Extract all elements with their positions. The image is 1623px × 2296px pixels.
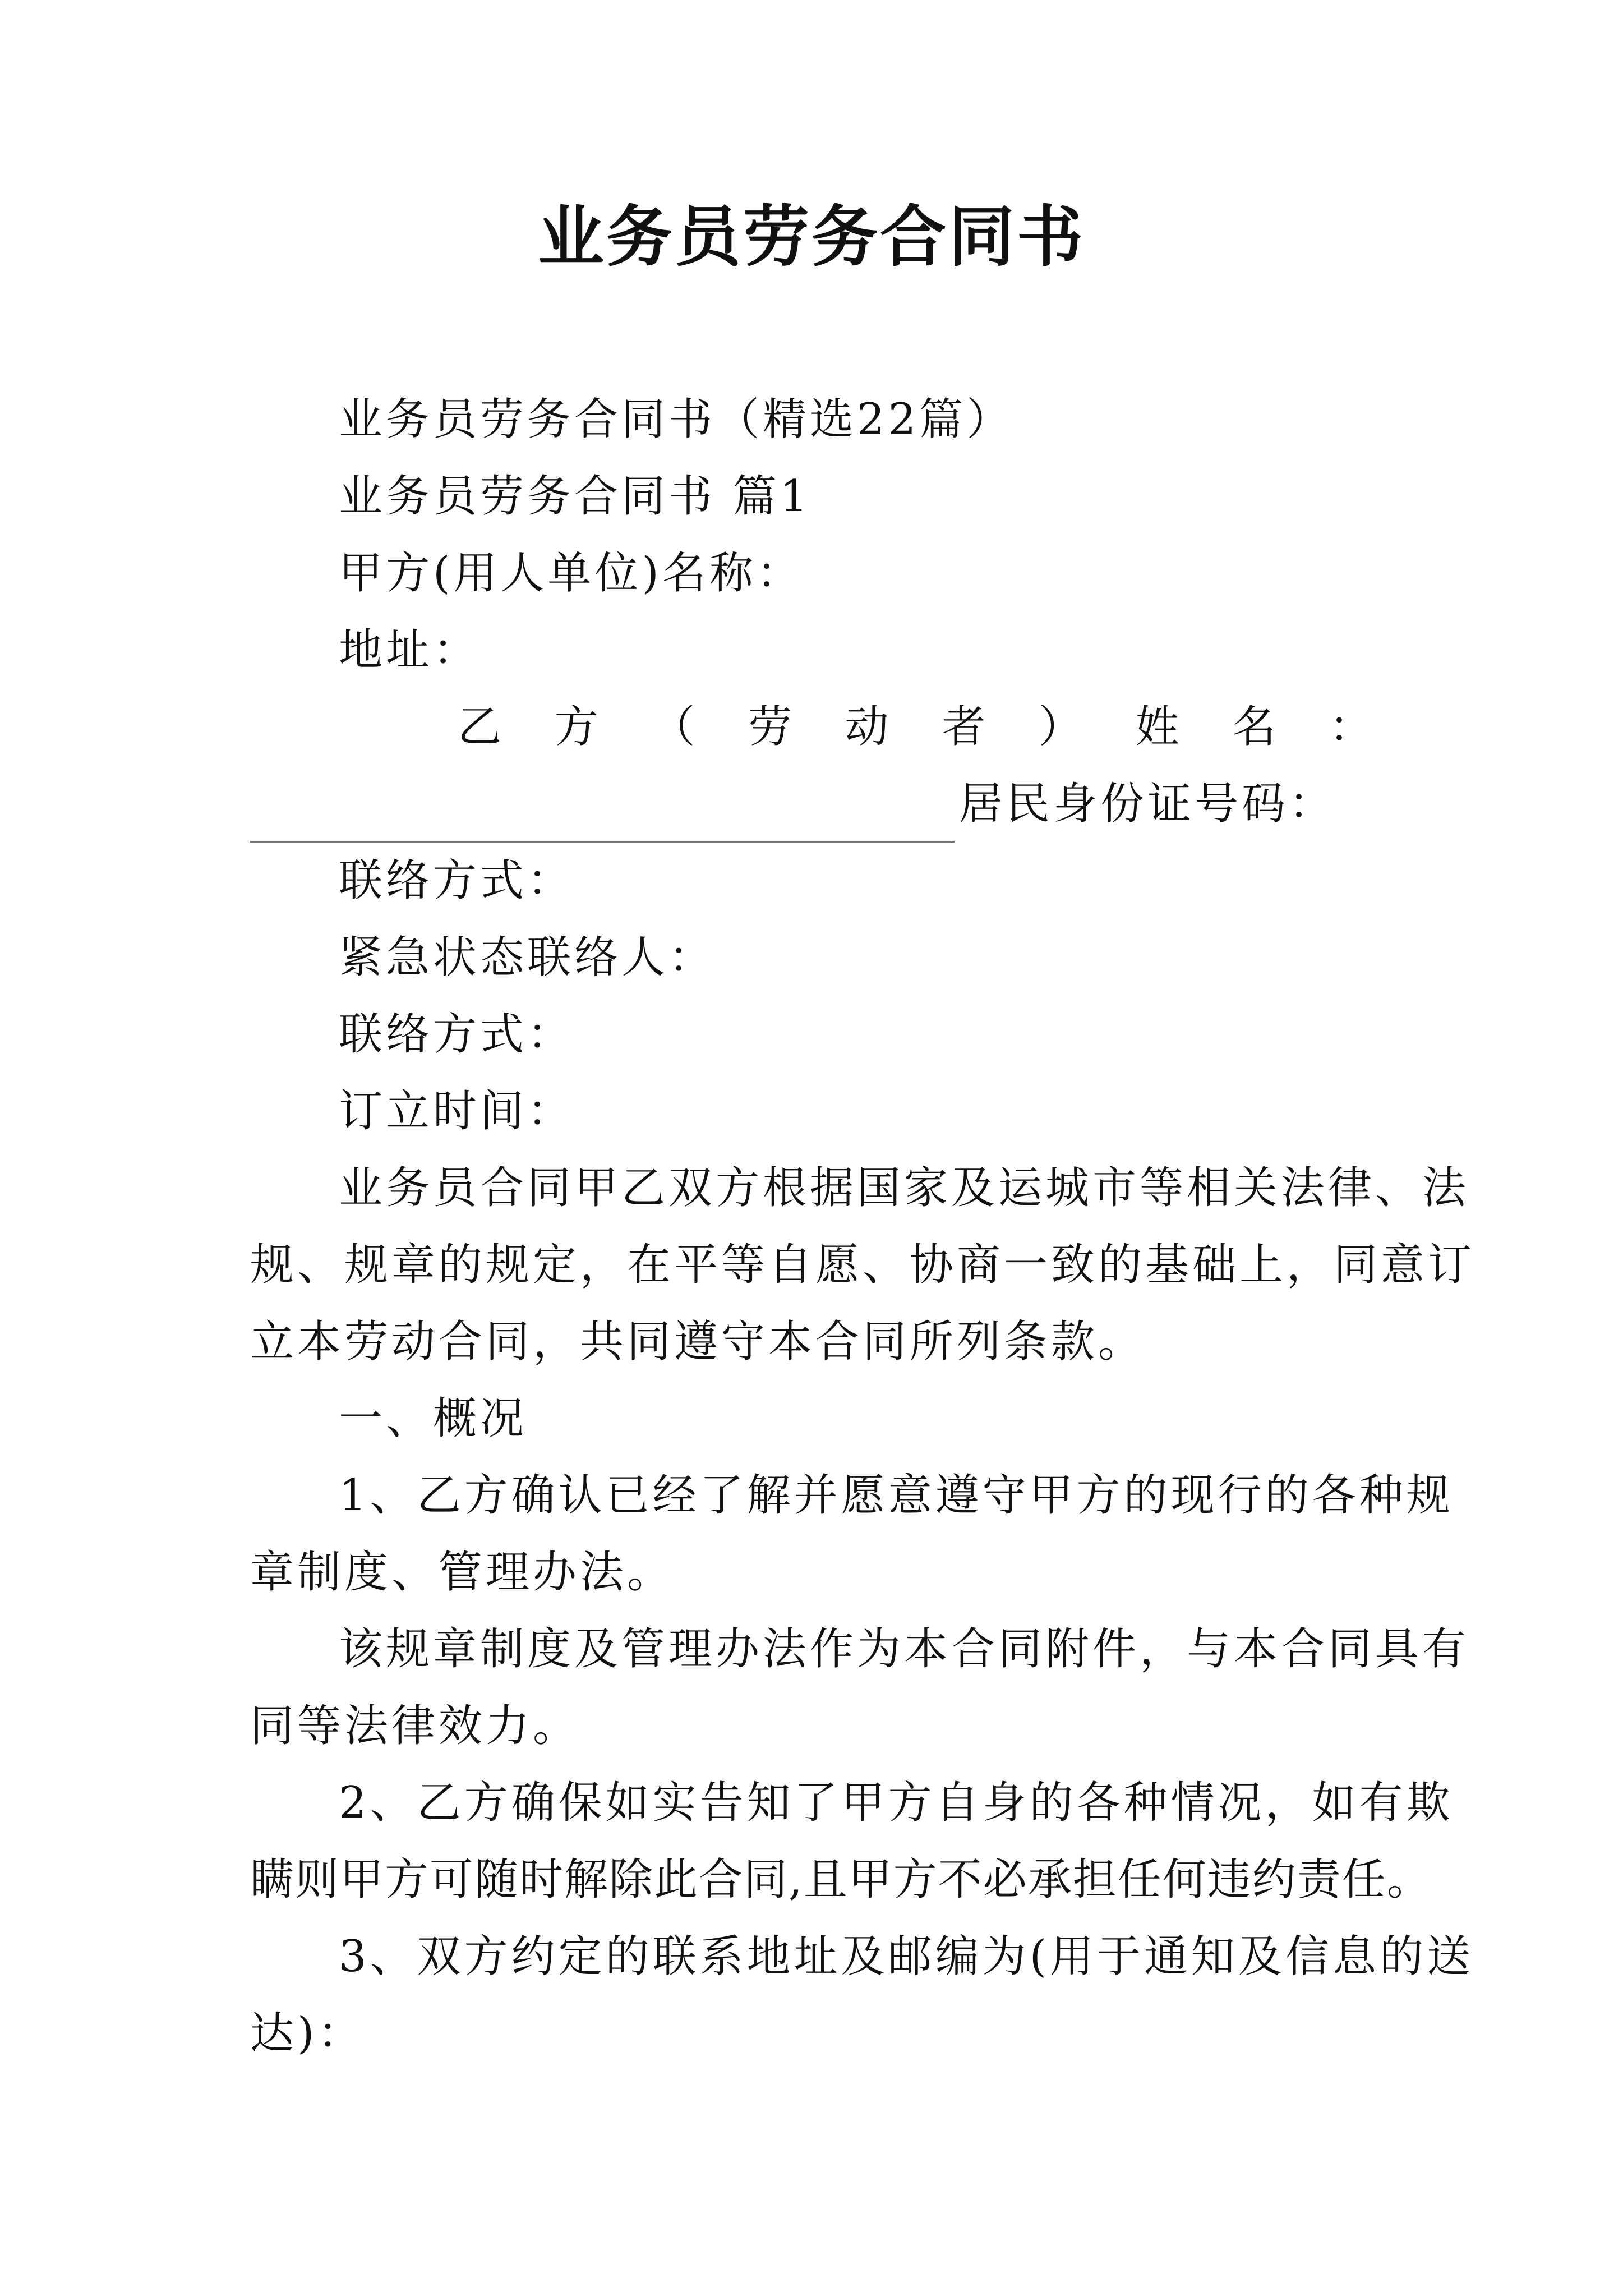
party-b-char: 劳: [748, 702, 792, 752]
id-number-line: [250, 766, 1380, 843]
paragraph-line: 1、乙方确认已经了解并愿意遵守甲方的现行的各种规: [339, 1470, 1454, 1521]
paragraph-line: 达)：: [250, 2008, 365, 2059]
id-number-label: 居民身份证号码：: [959, 779, 1336, 829]
party-b-char: 者: [942, 702, 986, 752]
paragraph-line: 章制度、管理办法。: [250, 1547, 675, 1598]
address-label: 地址：: [339, 625, 481, 675]
party-a-name-label: 甲方(用人单位)名称：: [339, 548, 804, 599]
document-title: 业务员劳务合同书: [537, 197, 1085, 275]
paragraph-line: 规、规章的规定，在平等自愿、协商一致的基础上，同意订: [250, 1240, 1476, 1290]
party-b-char: 乙: [458, 702, 502, 752]
name-blank-underline: [250, 785, 955, 843]
paragraph-line: 瞒则甲方可随时解除此合同,且甲方不必承担任何违约责任。: [250, 1855, 1432, 1905]
document-body: [250, 381, 1476, 2072]
subtitle-line: 业务员劳务合同书（精选22篇）: [339, 394, 1014, 445]
paragraph-line: 业务员合同甲乙双方根据国家及运城市等相关法律、法: [339, 1163, 1470, 1213]
party-b-char: 名: [1232, 702, 1276, 752]
contact-label: 联络方式：: [339, 855, 575, 906]
paragraph-line: 该规章制度及管理办法作为本合同附件，与本合同具有: [339, 1624, 1470, 1674]
party-b-char: ）: [1038, 702, 1082, 752]
section-heading: 业务员劳务合同书 篇1: [339, 471, 811, 522]
paragraph-line: 立本劳动合同，共同遵守本合同所列条款。: [250, 1317, 1146, 1367]
paragraph-line: 同等法律效力。: [250, 1701, 580, 1751]
section-overview-heading: 一、概况: [339, 1393, 528, 1444]
emergency-contact-method-label: 联络方式：: [339, 1009, 575, 1060]
party-b-char: 动: [845, 702, 889, 752]
party-b-char: （: [651, 702, 695, 752]
party-b-char: ：: [1329, 702, 1373, 752]
paragraph-line: 2、乙方确保如实告知了甲方自身的各种情况，如有欺: [339, 1778, 1454, 1828]
emergency-contact-label: 紧急状态联络人：: [339, 932, 716, 983]
signing-date-label: 订立时间：: [339, 1086, 575, 1137]
paragraph-line: 3、双方约定的联系地址及邮编为(用于通知及信息的送: [339, 1931, 1474, 1982]
party-b-char: 方: [554, 702, 598, 752]
party-b-char: 姓: [1135, 702, 1179, 752]
party-b-name-label: [250, 689, 1380, 766]
